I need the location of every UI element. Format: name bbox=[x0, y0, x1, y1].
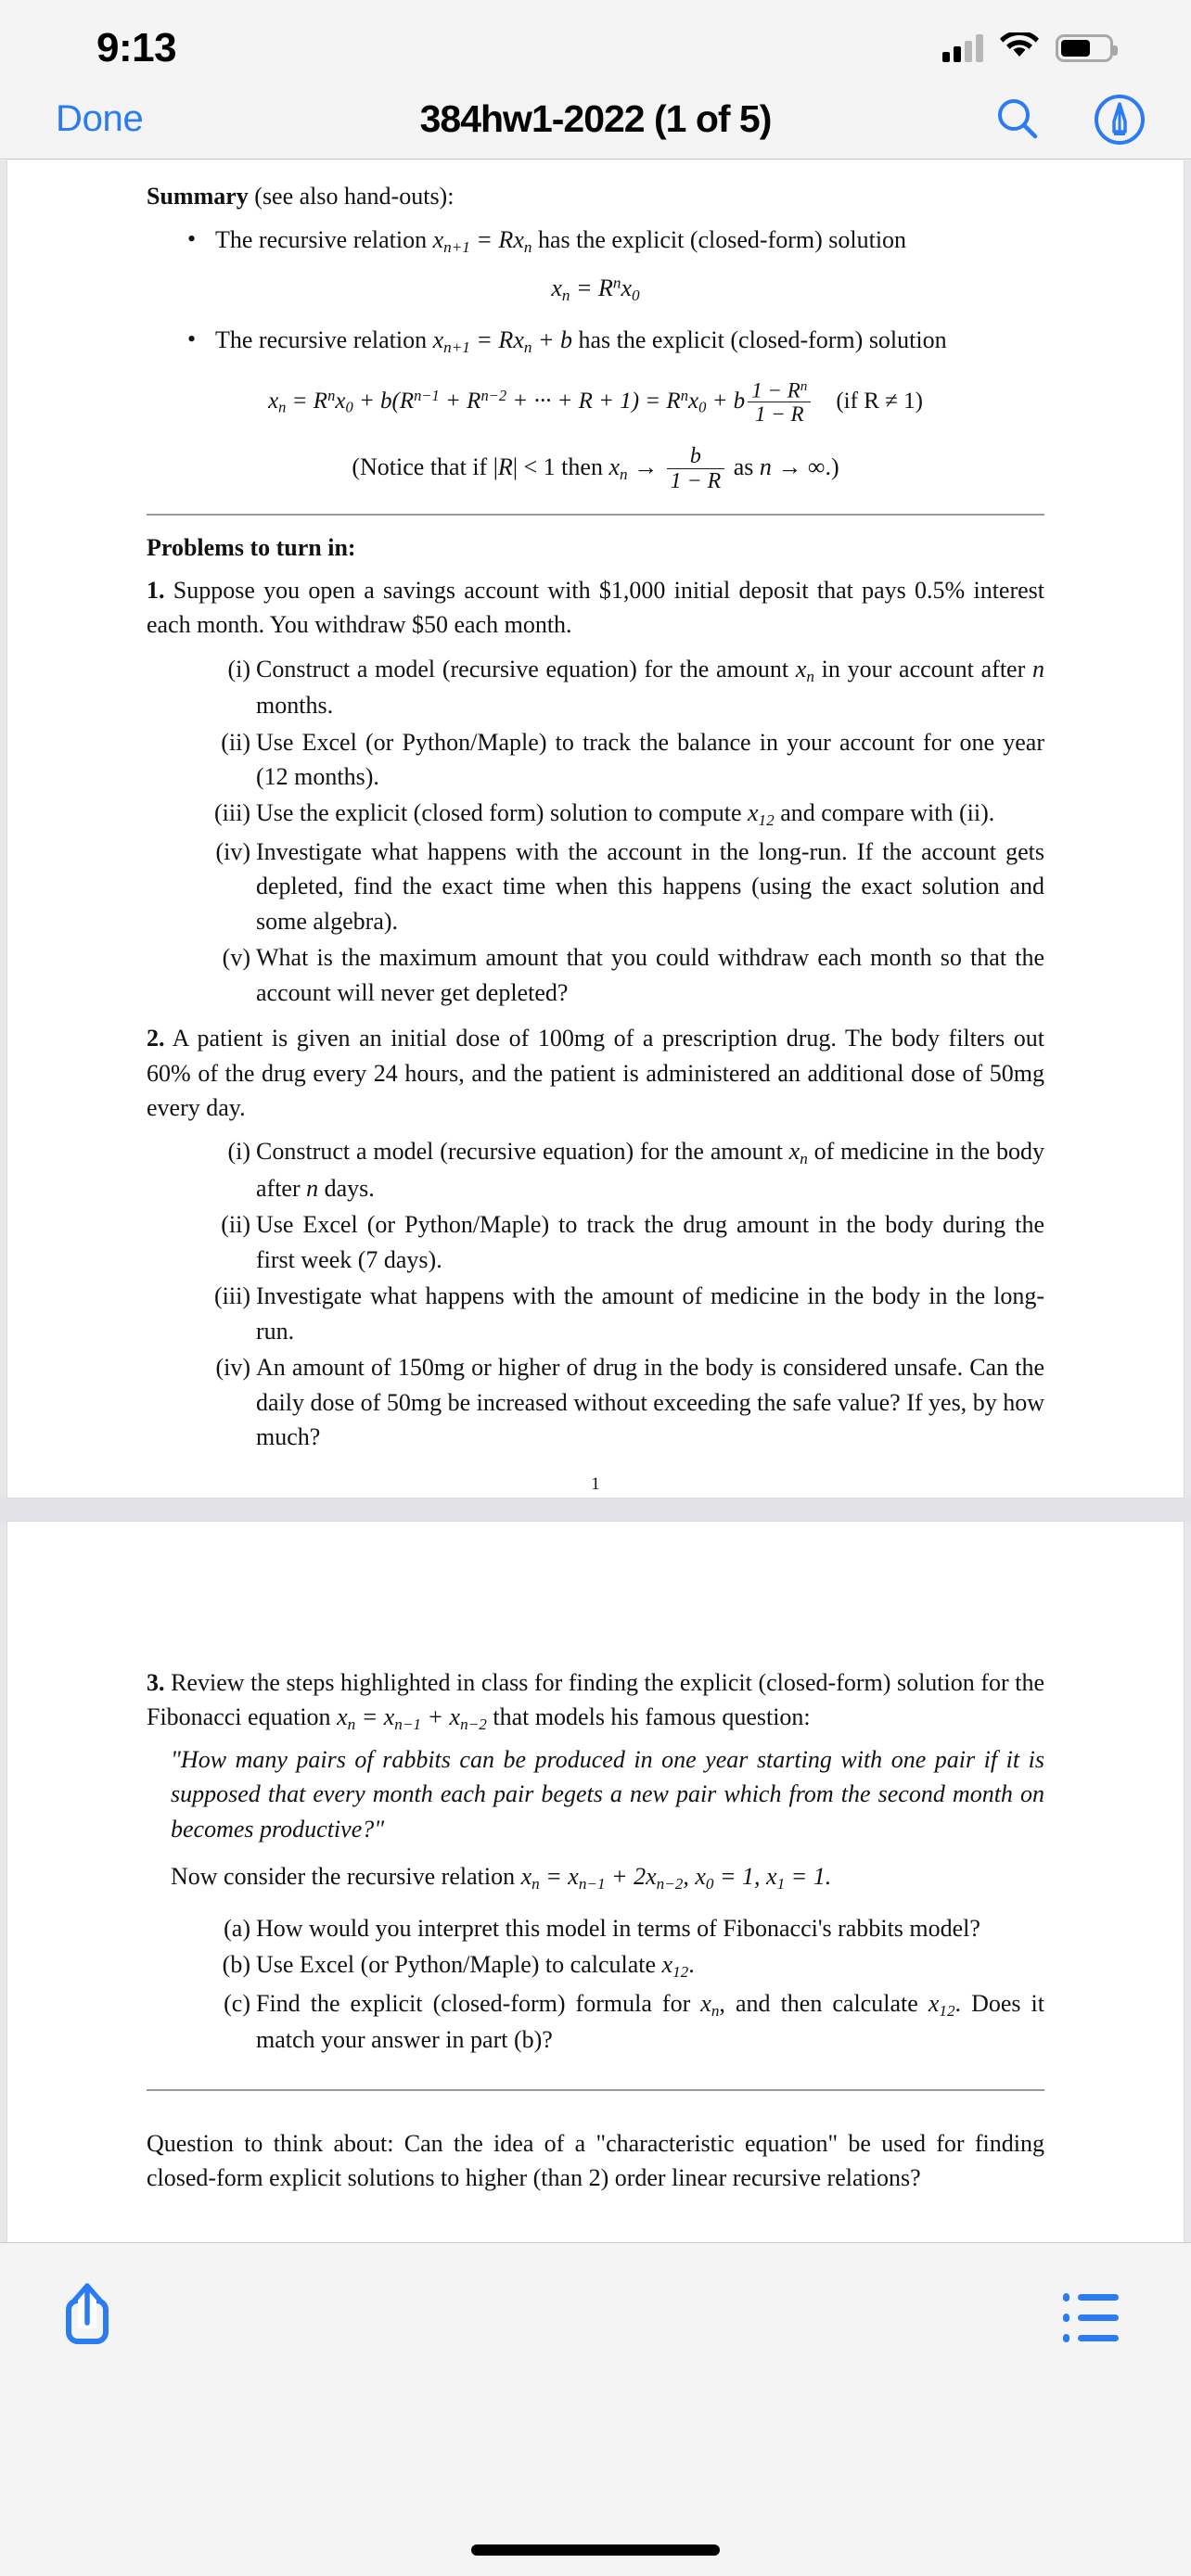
document-page-1 bbox=[7, 160, 1184, 1498]
problem-3-item-c-text-c: . Does it match your answer in part (b)? bbox=[256, 1989, 1044, 2054]
summary-heading-rest: (see also hand-outs): bbox=[248, 183, 455, 210]
problem-2-item-iv bbox=[215, 1350, 1044, 1454]
summary-bullet-2 bbox=[215, 324, 1044, 359]
problem-2-item-iii-text: Investigate what happens with the amount of medicine in the body in the long-run. bbox=[256, 1282, 1044, 1345]
problem-2-statement bbox=[147, 1021, 1044, 1125]
problem-3-item-c-text-a: Find the explicit (closed-form) formula for bbox=[256, 1989, 701, 2017]
problem-2-item-iv-text: An amount of 150mg or higher of drug in the body is considered unsafe. Can the daily dose of 50mg be increased without exceeding the safe value? If yes, by how much? bbox=[256, 1354, 1044, 1451]
done-button[interactable]: Done bbox=[56, 98, 144, 139]
problem-3-item-c: (c) Find the explicit (closed-form) formula for $x_n$, and then calculate $x_{12}$. Does it match your answer in part (b)? bbox=[256, 1986, 1044, 2058]
display-equation-2-condition: (if R ≠ 1) bbox=[836, 388, 923, 414]
problem-3-text-b: that models his famous question: bbox=[486, 1703, 811, 1731]
bullet-2-text-b: has the explicit (closed-form) solution bbox=[571, 325, 947, 353]
fraction-1-minus-Rn-over-1-minus-R: $\frac{1 - R^n}{1 - R}$ bbox=[748, 379, 811, 427]
problem-1-item-v-text: What is the maximum amount that you could withdraw each month so that the account will never get depleted? bbox=[256, 944, 1044, 1006]
bullet-1-text-a: The recursive relation bbox=[215, 226, 433, 253]
problem-1-item-i-text-a: Construct a model (recursive equation) for the amount bbox=[256, 655, 796, 682]
divider-rule-2 bbox=[147, 2089, 1044, 2091]
problem-1-item-v-label: (v) bbox=[222, 944, 250, 972]
problem-1-item-v bbox=[222, 940, 1044, 1010]
problem-3-items bbox=[147, 1911, 1044, 2058]
problem-2-item-i-text-c: days. bbox=[318, 1174, 375, 1202]
problem-2-text: A patient is given an initial dose of 100mg of a prescription drug. The body filters out 60% of the drug every 24 hours, and the patient is administered an additional dose of 50mg every day. bbox=[147, 1025, 1044, 1122]
summary-bullet-list-2 bbox=[147, 324, 1044, 359]
problem-3-item-b-text-a: Use Excel (or Python/Maple) to calculate bbox=[256, 1951, 662, 1979]
display-equation-3: (Notice that if |R| < 1 then $x_n$ → $\frac{b}{1 - R}$ as n → ∞.) bbox=[352, 443, 839, 493]
problems-heading: Problems to turn in: bbox=[147, 533, 356, 561]
problem-2-number: 2. bbox=[147, 1025, 165, 1052]
problem-1-statement bbox=[147, 573, 1044, 643]
problem-2-item-ii bbox=[221, 1207, 1044, 1277]
problem-1-item-iv-label: (iv) bbox=[215, 837, 250, 865]
problem-3-item-b: (b) Use Excel (or Python/Maple) to calculate $x_{12}$. bbox=[256, 1947, 1044, 1984]
problem-1-item-ii bbox=[221, 725, 1044, 795]
problem-1-item-i: (i) Construct a model (recursive equation) for the amount $x_n$ in your account after n months. bbox=[256, 652, 1044, 723]
problem-1-item-iv-text: Investigate what happens with the account in the long-run. If the account gets depleted, find the exact time when this happens (using the exact solution and some algebra). bbox=[256, 837, 1044, 935]
problem-2-item-ii-label: (ii) bbox=[221, 1211, 250, 1239]
problem-2-item-i-text-b: of medicine in the body after bbox=[256, 1138, 1045, 1202]
page-title: 384hw1-2022 (1 of 5) bbox=[419, 97, 772, 140]
problem-1-item-i-text-c: months. bbox=[256, 692, 334, 720]
problem-2-item-iv-label: (iv) bbox=[215, 1354, 250, 1382]
problem-1-item-iv bbox=[215, 835, 1044, 938]
page-separator bbox=[0, 1498, 1191, 1522]
fraction-b-over-1-minus-R: $\frac{b}{1 - R}$ bbox=[667, 445, 725, 493]
divider-rule-1 bbox=[147, 514, 1044, 516]
problem-1-item-ii-text: Use Excel (or Python/Maple) to track the balance in your account for one year (12 months). bbox=[256, 728, 1044, 791]
wifi-icon bbox=[1000, 32, 1039, 65]
table-of-contents-icon[interactable] bbox=[1061, 2289, 1126, 2352]
problem-1-item-i-text-b: in your account after bbox=[813, 655, 1032, 682]
status-bar-indicators bbox=[942, 32, 1113, 65]
bullet-2-formula: $x_{n+1} = Rx_n + b$ bbox=[432, 325, 572, 356]
search-icon[interactable] bbox=[991, 93, 1044, 147]
problem-3-text-a: Review the steps highlighted in class for finding the explicit (closed-form) solution for the Fibonacci equation bbox=[147, 1669, 1045, 1731]
bottom-toolbar bbox=[0, 2242, 1191, 2576]
problem-2-item-i-label: (i) bbox=[227, 1138, 250, 1166]
bullet-2-text-a: The recursive relation bbox=[215, 325, 433, 353]
problem-1-item-iii: (iii) Use the explicit (closed form) solution to compute $x_{12}$ and compare with (ii). bbox=[256, 796, 1044, 833]
problem-1-item-ii-label: (ii) bbox=[221, 728, 250, 756]
problem-3-statement: 3. Review the steps highlighted in class for finding the explicit (closed-form) solution for the Fibonacci equation $x_n = x_{n-1} + x_{n-2}$ that models his famous question: bbox=[147, 1669, 1045, 1734]
problem-2-item-iii bbox=[214, 1279, 1044, 1348]
summary-bullet-list bbox=[147, 223, 1044, 259]
problem-1-text: Suppose you open a savings account with $1,000 initial deposit that pays 0.5% interest each month. You withdraw $50 each month. bbox=[147, 576, 1044, 639]
problem-3-item-a bbox=[224, 1911, 1044, 1945]
problem-2-item-iii-label: (iii) bbox=[214, 1282, 250, 1310]
problem-2-item-i-text-a: Construct a model (recursive equation) for the amount bbox=[256, 1138, 789, 1166]
share-icon[interactable] bbox=[58, 2278, 117, 2355]
problem-3-item-b-label: (b) bbox=[222, 1951, 250, 1979]
now-consider-line: Now consider the recursive relation $x_n = x_{n-1} + 2x_{n-2}$, $x_0 = 1$, $x_1 = 1$. bbox=[171, 1863, 832, 1894]
problem-1-item-i-label: (i) bbox=[227, 655, 250, 682]
problem-2-items bbox=[147, 1134, 1044, 1454]
fibonacci-quote: "How many pairs of rabbits can be produced in one year starting with one pair if it is supposed that every month each pair begets a new pair which from the second month on becomes productive?" bbox=[171, 1745, 1044, 1843]
problem-3-number: 3. bbox=[147, 1669, 165, 1696]
problem-2-item-i: (i) Construct a model (recursive equation) for the amount $x_n$ of medicine in the body after n days. bbox=[256, 1134, 1044, 1205]
now-consider-text: Now consider the recursive relation bbox=[171, 1863, 521, 1891]
problem-1-item-iii-text-b: and compare with (ii). bbox=[774, 799, 995, 827]
status-bar-time: 9:13 bbox=[96, 25, 177, 70]
cellular-bars-icon bbox=[942, 34, 983, 62]
document-page-2 bbox=[7, 1522, 1184, 2242]
problem-1-item-iii-label: (iii) bbox=[214, 799, 250, 827]
summary-bullet-1 bbox=[215, 223, 1044, 259]
summary-heading bbox=[147, 160, 1044, 210]
display-equation-2: $x_n = R^nx_0 + b(R^{n-1} + R^{n-2}$ + ··· + $R + 1) = R^nx_0 + b$ $\frac{1 - R^n}{1 - R}$ (if R ≠ 1) bbox=[268, 377, 923, 427]
page-1-number: 1 bbox=[591, 1474, 600, 1495]
battery-icon bbox=[1056, 34, 1113, 62]
problem-1-number: 1. bbox=[147, 576, 165, 604]
problem-3-item-a-text: How would you interpret this model in terms of Fibonacci's rabbits model? bbox=[256, 1914, 980, 1942]
navigation-actions bbox=[991, 93, 1146, 147]
status-bar bbox=[0, 0, 1191, 80]
bullet-1-text-b: has the explicit (closed-form) solution bbox=[531, 226, 907, 253]
problem-1-items bbox=[147, 652, 1044, 1011]
bullet-1-formula: $x_{n+1} = Rx_n$ bbox=[432, 226, 532, 256]
problem-2-item-ii-text: Use Excel (or Python/Maple) to track the drug amount in the body during the first week (7 days). bbox=[256, 1211, 1044, 1273]
problem-3-item-c-label: (c) bbox=[224, 1989, 250, 2017]
problem-3-item-b-text-b: . bbox=[688, 1951, 695, 1979]
navigation-bar bbox=[0, 80, 1191, 159]
markup-pen-icon[interactable] bbox=[1093, 93, 1146, 147]
home-indicator bbox=[471, 2544, 720, 2556]
display-equation-1: $x_n = R^nx_0$ bbox=[551, 274, 640, 304]
summary-heading-bold: Summary bbox=[147, 183, 249, 210]
document-scroll-view[interactable] bbox=[0, 160, 1191, 2242]
problem-3-item-a-label: (a) bbox=[224, 1914, 250, 1942]
question-to-think-about: Question to think about: Can the idea of a "characteristic equation" be used for finding closed-form explicit solutions to higher (than 2) order linear recursive relations? bbox=[147, 2129, 1044, 2192]
problem-1-item-iii-text-a: Use the explicit (closed form) solution to compute bbox=[256, 799, 748, 827]
problem-3-item-c-text-b: , and then calculate bbox=[719, 1989, 928, 2017]
